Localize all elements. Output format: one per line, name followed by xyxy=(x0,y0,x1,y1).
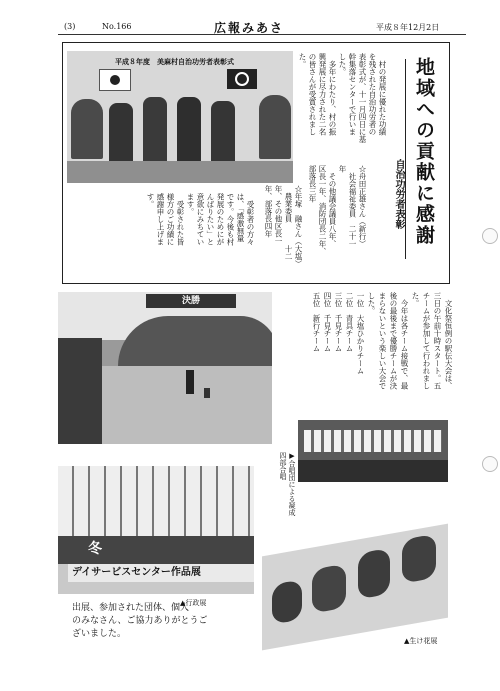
closing-line: 感謝申し上げま xyxy=(156,193,165,246)
race-result: 五位 新行チーム xyxy=(312,292,321,352)
awardee-2-line: ☆年塚 融さん（大塩） xyxy=(294,185,303,268)
exhibit-caption: ▲行政展 xyxy=(180,599,207,607)
race-article xyxy=(282,292,454,432)
awardee-2-line: 農業委員 十二 xyxy=(284,185,293,260)
choir-photo xyxy=(298,420,448,482)
exhibit-sign: 冬 xyxy=(88,541,102,557)
road xyxy=(98,366,272,444)
exhibit-wall xyxy=(58,466,254,536)
race-result: 二位 青具チーム xyxy=(345,292,354,352)
feature-body-line: 興発展に尽力された二名 xyxy=(318,53,327,136)
ceremony-banner: 平成８年度 美麻村自治功労者表彰式 xyxy=(115,57,234,66)
issue-date: 平成８年12月2日 xyxy=(376,23,440,32)
choir-audience xyxy=(298,460,448,482)
plant-right xyxy=(259,95,291,159)
flower-arrangement xyxy=(312,564,346,614)
flower-arrangement xyxy=(402,534,436,584)
feature-body-line: した。 xyxy=(338,53,347,76)
flower-arrangement xyxy=(358,548,390,600)
race-body-line: 後の最後まで優勝チームが決 xyxy=(389,292,398,390)
issue-number: No.166 xyxy=(102,22,132,31)
thanks-line: 出展、参加された団体、個人 xyxy=(72,603,190,613)
feature-body-line: を残された自治功労者の xyxy=(368,53,377,136)
closing-line: は、「感激無量 xyxy=(236,193,245,242)
awardee-1-line: 部落長三年 xyxy=(308,165,317,203)
race-body-line: た。 xyxy=(411,292,420,307)
header-rule xyxy=(58,34,466,35)
closing-line: 受彰者の方々 xyxy=(246,193,255,246)
binder-hole xyxy=(482,456,498,472)
awardee-2 xyxy=(263,185,303,279)
awardee-1 xyxy=(307,165,367,277)
closing-text xyxy=(145,193,255,273)
person-4 xyxy=(211,101,235,161)
person-3 xyxy=(177,97,201,161)
race-result: 四位 千見チーム xyxy=(323,292,332,352)
person-1 xyxy=(109,103,133,161)
feature-box xyxy=(62,42,450,284)
feature-title: 地域への貢献に感謝 xyxy=(413,57,435,246)
newsletter-title: 広報みあさ xyxy=(214,21,285,35)
finish-banner-label: 決勝 xyxy=(181,296,200,306)
awardee-1-line: 年 xyxy=(338,165,347,173)
closing-line: です。今後も村 xyxy=(226,193,235,246)
race-body-line: チームが参加して行われまし xyxy=(422,292,431,390)
stage-floor xyxy=(67,161,293,183)
thanks-line: のみなさん、ご協力ありがとうご xyxy=(72,616,208,626)
thanks-note xyxy=(72,602,272,641)
race-result: 三位 千見チーム xyxy=(334,292,343,352)
awardee-2-line: 年、その他区長一 xyxy=(274,185,283,245)
feature-body-line: 表彰式が、十一月四日に基 xyxy=(358,53,367,143)
feature-body-line: の皆さんが受賞されまし xyxy=(308,53,317,136)
exhibit-banner xyxy=(68,564,254,582)
flower-arrangement xyxy=(272,579,302,624)
feature-body-line: 幹集落センターで行いま xyxy=(348,53,357,136)
exhibition-photo xyxy=(58,466,254,594)
relay-race-photo xyxy=(58,292,272,444)
choir-caption: ▶合唱団による凝成四部合唱 xyxy=(279,452,296,516)
ceremony-photo xyxy=(67,51,293,183)
flag xyxy=(99,69,131,91)
race-body-line: 文化祭恒例の駅伝大会は、 xyxy=(444,292,453,390)
closing-line: ます。 xyxy=(186,193,195,216)
cone xyxy=(204,388,210,398)
awardee-1-line: 社会福祉委員 二十一 xyxy=(348,165,357,248)
awardee-1-line: 区長一年、消防団長二年、 xyxy=(318,165,327,255)
feature-body-line: 多年にわたり、村の振 xyxy=(328,53,337,136)
feature-subtitle: 自治功労者表彰 xyxy=(393,159,404,229)
village-flag xyxy=(227,69,257,89)
race-body-line: 今年は各チーム接戦で、最 xyxy=(400,292,409,390)
closing-line: 受彰された皆 xyxy=(176,193,185,246)
closing-line: 意欲にみちてい xyxy=(196,193,205,246)
race-body-line: まらないという楽しい大会で xyxy=(378,292,387,390)
person-2 xyxy=(143,97,167,161)
awardee-1-line: ☆舟田正雄さん（新行） xyxy=(358,165,367,248)
page-number: (3) xyxy=(64,22,76,31)
race-body-line: 三日の午前十時スタート。五 xyxy=(433,292,442,390)
binder-hole xyxy=(482,228,498,244)
mountain xyxy=(118,316,272,366)
feature-body-line: 村の発展に優れた功績 xyxy=(378,53,387,136)
awardee-1-line: その他議会議員八年、 xyxy=(328,165,337,248)
closing-line: す。 xyxy=(146,193,155,208)
closing-line: 様方のご功績に xyxy=(166,193,175,246)
closing-line: 発展のためにが xyxy=(216,193,225,246)
ikebana-photo xyxy=(262,524,448,651)
choir-singers xyxy=(304,430,442,452)
thanks-line: ざいました。 xyxy=(72,629,127,639)
race-body-line: した。 xyxy=(367,292,376,315)
finish-banner xyxy=(146,294,236,308)
closing-line: んばりたい」と xyxy=(206,193,215,246)
runner xyxy=(186,370,194,394)
race-result: 一位 大塩ひかりチーム xyxy=(356,292,365,375)
spectators xyxy=(58,338,102,444)
awardee-2-line: 年、部落長四年 xyxy=(264,185,273,238)
ikebana-caption: ▲生け花展 xyxy=(404,637,438,645)
feature-body-line: た。 xyxy=(298,53,307,68)
plant-left xyxy=(71,99,103,159)
exhibit-banner-label: デイサービスセンター作品展 xyxy=(72,567,201,578)
feature-body xyxy=(297,53,387,161)
